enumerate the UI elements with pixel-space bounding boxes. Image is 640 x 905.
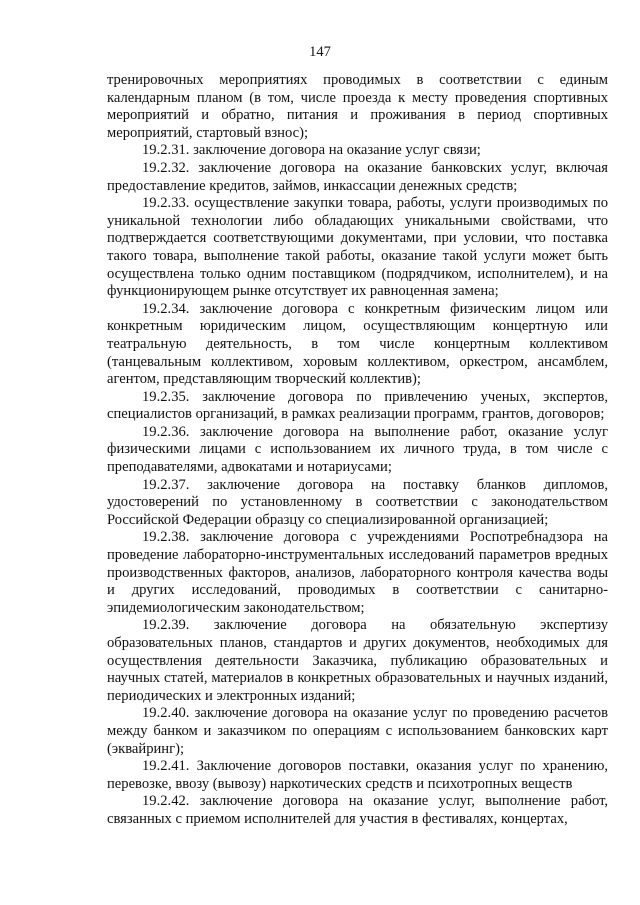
clause-19-2-33: 19.2.33. осуществление закупки товара, работы, услуги производимых по уникальной технологии либо обладающих уникальными свойствами, что подтверждается соответствующими документами, при условии, что поставка такого товара, выполнение такой работы, оказание такой услуги может быть осуществлена только одним поставщиком (подрядчиком, исполнителем), и на функционирующем рынке отсутствует их равноценная замена; (107, 195, 608, 300)
clause-19-2-36: 19.2.36. заключение договора на выполнение работ, оказание услуг физическими лицами с использованием их личного труда, в том числе с преподавателями, адвокатами и нотариусами; (107, 423, 608, 476)
clause-19-2-39: 19.2.39. заключение договора на обязательную экспертизу образовательных планов, стандартов и других документов, необходимых для осуществления деятельности Заказчика, публикацию образовательных и научных статей, материалов в конкретных образовательных и научных изданий, периодических и электронных изданий; (107, 617, 608, 704)
clause-19-2-37: 19.2.37. заключение договора на поставку бланков дипломов, удостоверений по установленному в соответствии с законодательством Российской Федерации образцу со специализированной организацией; (107, 476, 608, 528)
page-number: 147 (309, 44, 331, 60)
clause-19-2-41: 19.2.41. Заключение договоров поставки, оказания услуг по хранению, перевозке, ввозу (вывозу) наркотических средств и психотропных веществ (107, 758, 608, 792)
clause-19-2-38: 19.2.38. заключение договора с учреждениями Роспотребнадзора на проведение лабораторно-инструментальных исследований параметров вредных производственных факторов, анализов, лабораторного контроля качества воды и других исследований, проводимых в соответствии с санитарно-эпидемиологическим законодательством; (107, 529, 608, 616)
clause-19-2-42: 19.2.42. заключение договора на оказание услуг, выполнение работ, связанных с приемом исполнителей для участия в фестивалях, концертах, (107, 793, 608, 827)
clause-19-2-31: 19.2.31. заключение договора на оказание услуг связи; (142, 142, 481, 159)
document-body (107, 72, 608, 829)
clause-19-2-32: 19.2.32. заключение договора на оказание банковских услуг, включая предоставление кредитов, займов, инкассации денежных средств; (107, 159, 608, 194)
clause-19-2-34: 19.2.34. заключение договора с конкретным физическим лицом или конкретным юридическим лицом, осуществляющим концертную или театральную деятельность, в том числе концертным коллективом (танцевальным коллективом, хоровым коллективом, оркестром, ансамблем, агентом, представляющим творческий коллектив); (107, 300, 608, 388)
paragraph-continued: тренировочных мероприятиях проводимых в соответствии с единым календарным планом (в том, числе проезда к месту проведения спортивных мероприятий и обратно, питания и проживания в период спортивных мероприятий, стартовый взнос); (107, 72, 608, 141)
clause-19-2-40: 19.2.40. заключение договора на оказание услуг по проведению расчетов между банком и заказчиком по операциям с использованием банковских карт (эквайринг); (107, 705, 608, 757)
clause-19-2-35: 19.2.35. заключение договора по привлечению ученых, экспертов, специалистов организаций, в рамках реализации программ, грантов, договоров; (107, 388, 608, 423)
